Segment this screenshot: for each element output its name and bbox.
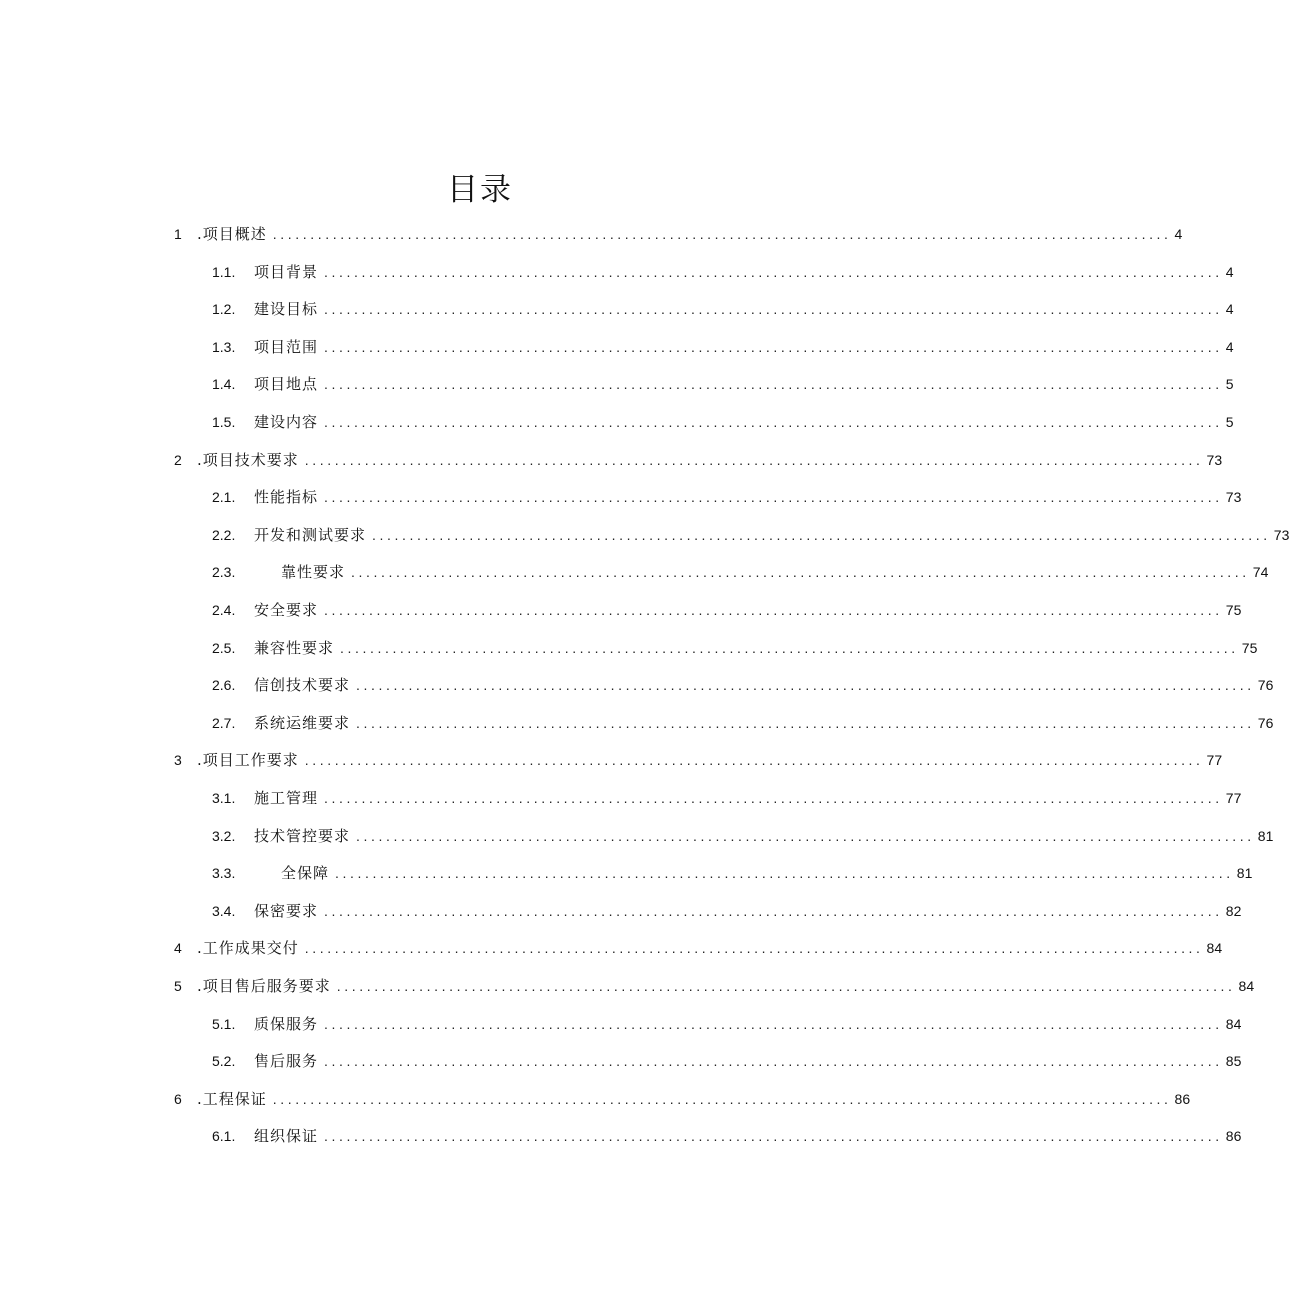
toc-entry-title: 信创技术要求 bbox=[254, 676, 351, 695]
toc-entry[interactable] bbox=[0, 636, 1258, 660]
toc-entry-page-number: 75 bbox=[1241, 639, 1258, 656]
toc-entry[interactable] bbox=[0, 1124, 1242, 1148]
toc-entry-title: .工程保证 bbox=[197, 1089, 267, 1108]
toc-entry-number: 2.4. bbox=[212, 602, 236, 618]
toc-entry-title: 质保服务 bbox=[254, 1014, 319, 1033]
toc-entry-line bbox=[197, 748, 1223, 772]
toc-entry-line bbox=[197, 974, 1255, 998]
toc-entry[interactable] bbox=[0, 523, 1289, 547]
toc-entry-title: 组织保证 bbox=[254, 1127, 319, 1146]
toc-entry-title: .项目工作要求 bbox=[197, 751, 299, 770]
toc-entry-page-number: 84 bbox=[1238, 978, 1255, 994]
toc-dot-leader: ........................................................................................................................ bbox=[304, 940, 1204, 957]
toc-entry-line bbox=[254, 485, 1242, 509]
toc-entry-line bbox=[197, 448, 1223, 472]
toc-dot-leader: ........................................................................................................................ bbox=[304, 752, 1204, 769]
toc-entry-line bbox=[254, 711, 1274, 735]
toc-entry[interactable] bbox=[0, 485, 1242, 509]
toc-entry-line bbox=[281, 861, 1253, 885]
toc-entry-page-number: 4 bbox=[1225, 263, 1234, 280]
toc-dot-leader: ........................................................................................................................ bbox=[340, 639, 1239, 656]
toc-entry-page-number: 85 bbox=[1225, 1053, 1242, 1070]
toc-entry-line bbox=[254, 899, 1242, 923]
toc-entry-number: 2.3. bbox=[212, 564, 236, 581]
toc-entry-page-number: 81 bbox=[1236, 865, 1253, 882]
toc-dot-leader: ........................................................................................................................ bbox=[304, 451, 1204, 468]
toc-entry-number: 3.4. bbox=[212, 902, 236, 919]
toc-entry-title: 技术管控要求 bbox=[254, 826, 351, 845]
toc-entry-page-number: 84 bbox=[1225, 1015, 1242, 1032]
toc-dot-leader: ........................................................................................................................ bbox=[324, 902, 1223, 919]
toc-entry-title: 售后服务 bbox=[254, 1052, 319, 1071]
toc-entry-page-number: 76 bbox=[1257, 714, 1274, 731]
toc-dot-leader: ........................................................................................................................ bbox=[324, 602, 1223, 618]
toc-entry-number: 3.3. bbox=[212, 865, 236, 882]
toc-entry-page-number: 77 bbox=[1225, 790, 1242, 806]
toc-entry[interactable] bbox=[0, 673, 1274, 697]
toc-entry-number: 3.2. bbox=[212, 827, 236, 844]
toc-entry-title: 保密要求 bbox=[254, 901, 319, 920]
toc-entry-line bbox=[254, 335, 1234, 359]
toc-entry[interactable] bbox=[0, 260, 1234, 284]
toc-entry[interactable] bbox=[0, 711, 1274, 735]
toc-entry-number: 1.2. bbox=[212, 301, 236, 318]
toc-entry-line bbox=[254, 1124, 1242, 1148]
toc-entry-page-number: 86 bbox=[1174, 1090, 1191, 1107]
toc-entry-title: 性能指标 bbox=[254, 488, 319, 507]
toc-entry-line bbox=[254, 297, 1234, 321]
toc-dot-leader: ........................................................................................................................ bbox=[324, 1015, 1223, 1032]
toc-entry-page-number: 5 bbox=[1225, 376, 1234, 393]
toc-entry-line bbox=[254, 673, 1274, 697]
toc-entry-line bbox=[254, 598, 1242, 622]
toc-entry-number: 6 bbox=[174, 1090, 182, 1107]
toc-entry-number: 1.4. bbox=[212, 376, 236, 393]
toc-entry-title: 靠性要求 bbox=[281, 563, 346, 582]
toc-entry-title: 项目背景 bbox=[254, 262, 319, 281]
toc-dot-leader: ........................................................................................................................ bbox=[324, 414, 1223, 430]
toc-entry-page-number: 84 bbox=[1206, 940, 1223, 957]
toc-entry-page-number: 82 bbox=[1225, 902, 1242, 919]
toc-entry[interactable] bbox=[0, 936, 1223, 960]
toc-entry-page-number: 75 bbox=[1225, 602, 1242, 618]
toc-entry[interactable] bbox=[0, 1087, 1191, 1111]
toc-entry[interactable] bbox=[0, 335, 1234, 359]
toc-entry-number: 2.1. bbox=[212, 489, 236, 506]
toc-entry[interactable] bbox=[0, 410, 1234, 434]
toc-entry-page-number: 76 bbox=[1257, 677, 1274, 694]
toc-entry-page-number: 74 bbox=[1252, 564, 1269, 581]
toc-entry-number: 5.1. bbox=[212, 1015, 236, 1032]
toc-entry-title: 建设目标 bbox=[254, 300, 319, 319]
toc-entry-page-number: 4 bbox=[1225, 301, 1234, 318]
toc-entry[interactable] bbox=[0, 974, 1255, 998]
toc-entry-number: 6.1. bbox=[212, 1128, 236, 1145]
toc-entry-page-number: 5 bbox=[1225, 414, 1234, 430]
toc-entry[interactable] bbox=[0, 222, 1183, 246]
toc-entry-number: 5.2. bbox=[212, 1053, 236, 1070]
toc-entry-page-number: 81 bbox=[1257, 827, 1274, 844]
toc-dot-leader: ........................................................................................................................ bbox=[272, 226, 1172, 242]
toc-dot-leader: ........................................................................................................................ bbox=[372, 526, 1271, 543]
toc-entry-title: .项目售后服务要求 bbox=[197, 977, 331, 995]
toc-entry-title: 建设内容 bbox=[254, 413, 319, 431]
toc-entry-page-number: 4 bbox=[1174, 226, 1183, 242]
toc-entry-number: 4 bbox=[174, 940, 182, 957]
toc-entry-page-number: 77 bbox=[1206, 752, 1223, 769]
toc-entry-title: 安全要求 bbox=[254, 601, 319, 619]
toc-entry-line bbox=[281, 560, 1269, 584]
toc-dot-leader: ........................................................................................................................ bbox=[356, 677, 1255, 694]
toc-entry-number: 1.3. bbox=[212, 338, 236, 355]
toc-dot-leader: ........................................................................................................................ bbox=[324, 489, 1223, 506]
toc-dot-leader: ........................................................................................................................ bbox=[324, 301, 1223, 318]
toc-entry-number: 3 bbox=[174, 752, 182, 769]
toc-dot-leader: ........................................................................................................................ bbox=[324, 376, 1223, 393]
toc-entry-number: 2.7. bbox=[212, 714, 236, 731]
toc-entry-line bbox=[254, 260, 1234, 284]
toc-entry[interactable] bbox=[0, 786, 1242, 810]
toc-dot-leader: ........................................................................................................................ bbox=[335, 865, 1234, 882]
toc-entry-line bbox=[254, 1049, 1242, 1073]
toc-entry-number: 2.2. bbox=[212, 526, 236, 543]
toc-entry-number: 2.5. bbox=[212, 639, 236, 656]
toc-entry-line bbox=[254, 636, 1258, 660]
toc-entry-line bbox=[197, 1087, 1191, 1111]
toc-entry-line bbox=[197, 222, 1183, 246]
toc-entry[interactable] bbox=[0, 448, 1223, 472]
toc-entry-page-number: 73 bbox=[1206, 451, 1223, 468]
toc-entry[interactable] bbox=[0, 598, 1242, 622]
toc-entry-page-number: 4 bbox=[1225, 338, 1234, 355]
toc-entry-number: 2.6. bbox=[212, 677, 236, 694]
toc-entry[interactable] bbox=[0, 824, 1274, 848]
toc-dot-leader: ........................................................................................................................ bbox=[324, 338, 1223, 355]
toc-entry-title: 系统运维要求 bbox=[254, 713, 351, 732]
toc-entry-line bbox=[254, 1012, 1242, 1036]
toc-entry-title: 施工管理 bbox=[254, 789, 319, 807]
toc-entry-number: 2 bbox=[174, 451, 182, 468]
toc-dot-leader: ........................................................................................................................ bbox=[356, 714, 1255, 731]
toc-entry-line bbox=[254, 410, 1234, 434]
toc-entry[interactable] bbox=[0, 748, 1223, 772]
toc-entry-page-number: 86 bbox=[1225, 1128, 1242, 1145]
toc-entry[interactable] bbox=[0, 560, 1269, 584]
toc-entry-title: 兼容性要求 bbox=[254, 638, 335, 657]
toc-entry[interactable] bbox=[0, 899, 1242, 923]
toc-entry-title: 全保障 bbox=[281, 864, 330, 883]
toc-entry[interactable] bbox=[0, 297, 1234, 321]
toc-entry-line bbox=[254, 786, 1242, 810]
toc-entry-line bbox=[197, 936, 1223, 960]
toc-entry-title: .项目概述 bbox=[197, 225, 267, 243]
toc-entry[interactable] bbox=[0, 861, 1253, 885]
toc-entry-title: 项目地点 bbox=[254, 375, 319, 394]
toc-dot-leader: ........................................................................................................................ bbox=[272, 1090, 1172, 1107]
toc-entry-title: .项目技术要求 bbox=[197, 450, 299, 469]
toc-dot-leader: ........................................................................................................................ bbox=[324, 1128, 1223, 1145]
toc-entry-number: 1.5. bbox=[212, 414, 236, 430]
toc-entry-line bbox=[254, 824, 1274, 848]
toc-entry-number: 1 bbox=[174, 226, 182, 242]
toc-dot-leader: ........................................................................................................................ bbox=[324, 790, 1223, 806]
toc-entry-line bbox=[254, 523, 1289, 547]
toc-dot-leader: ........................................................................................................................ bbox=[324, 263, 1223, 280]
toc-entry-page-number: 73 bbox=[1273, 526, 1289, 543]
toc-entry-number: 1.1. bbox=[212, 263, 236, 280]
toc-entry-number: 3.1. bbox=[212, 790, 236, 806]
toc-entry-number: 5 bbox=[174, 978, 182, 994]
toc-entry[interactable] bbox=[0, 372, 1234, 396]
toc-entry-title: 项目范围 bbox=[254, 337, 319, 356]
toc-entry[interactable] bbox=[0, 1049, 1242, 1073]
toc-entry-title: 开发和测试要求 bbox=[254, 525, 367, 544]
page-title: 目录 bbox=[447, 172, 513, 208]
toc-dot-leader: ........................................................................................................................ bbox=[351, 564, 1250, 581]
toc-dot-leader: ........................................................................................................................ bbox=[356, 827, 1255, 844]
toc-dot-leader: ........................................................................................................................ bbox=[336, 978, 1236, 994]
toc-entry[interactable] bbox=[0, 1012, 1242, 1036]
toc-entry-title: .工作成果交付 bbox=[197, 939, 299, 958]
toc-entry-page-number: 73 bbox=[1225, 489, 1242, 506]
toc-entry-line bbox=[254, 372, 1234, 396]
toc-dot-leader: ........................................................................................................................ bbox=[324, 1053, 1223, 1070]
